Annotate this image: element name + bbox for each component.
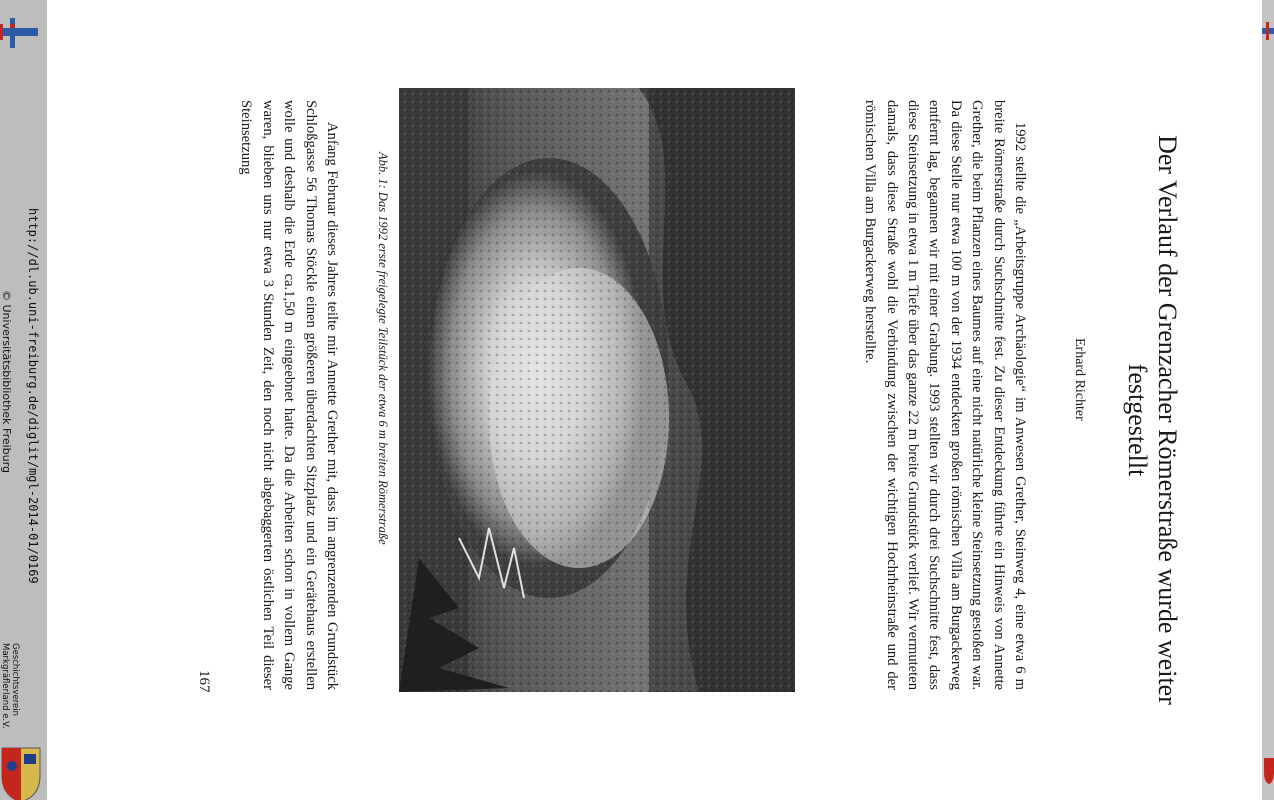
next-page-thumbnail[interactable] (1262, 0, 1274, 800)
figure-caption: Abb. 1: Das 1992 erste freigelegte Teilstück der etwa 6 m breiten Römerstraße (376, 152, 390, 545)
excavation-photo-graphic (399, 88, 795, 692)
coat-of-arms-icon (0, 744, 47, 800)
coat-of-arms-icon (1262, 756, 1274, 786)
article-author: Erhard Richter (1072, 338, 1087, 421)
article-title: Der Verlauf der Grenzacher Römerstraße wurde weiter festgestellt (1123, 135, 1182, 705)
association-name: Geschichtsverein Markgräflerland e.V. (0, 643, 20, 729)
paragraph-1: 1992 stellte die „Arbeitsgruppe Archäologie“ im Anwesen Grether, Steinweg 4, eine etwa 6 m breite Römerstraße durch Suchschnitte fest. Zu dieser Entdeckung führte ein Hinweis von Annette Grether, die beim Pflanzen eines Baumes auf eine nicht natürliche kleine Steinsetzung gestoßen war. Da diese Stelle nur etwa 100 m von der 1934 entdeckten großen römischen Villa am Burgackerweg entfernt lag, begannen wir mit einer Grabung. 1993 stellten wir durch drei Suchschnitte fest, dass diese Steinsetzung in etwa 1 m Tiefe über das ganze 22 m breite Grundstück verlief. Wir vermuteten damals, dass diese Straße wohl die Verbindung zwischen der wichtigen Hochrheinstraße und der römischen Villa am Burgackerweg herstellte. (862, 100, 1028, 690)
source-url[interactable]: http://dl.ub.uni-freiburg.de/diglit/mgl-2014-01/0169 (26, 208, 40, 584)
copyright-text: © Universitätsbibliothek Freiburg (0, 290, 13, 473)
paragraph-2: Anfang Februar dieses Jahres teilte mir Annette Grether mit, dass im angrenzenden Grundstück Schloßgasse 56 Thomas Stöckle einen größeren überdachten Sitzplatz und ein Gerätehaus erstellen wolle und deshalb die Erde ca.1,50 m eingeebnet hatte. Da die Arbeiten schon in vollem Gange waren, blieben uns nur etwa 3 Stunden Zeit, den noch nicht abgebaggerten östlichen Teil dieser Steinsetzung (238, 100, 340, 690)
flag-icon (0, 0, 47, 60)
flag-icon (1262, 18, 1274, 58)
document-page (47, 0, 1262, 800)
page-number: 167 (196, 670, 212, 693)
excavation-photo (399, 88, 795, 692)
